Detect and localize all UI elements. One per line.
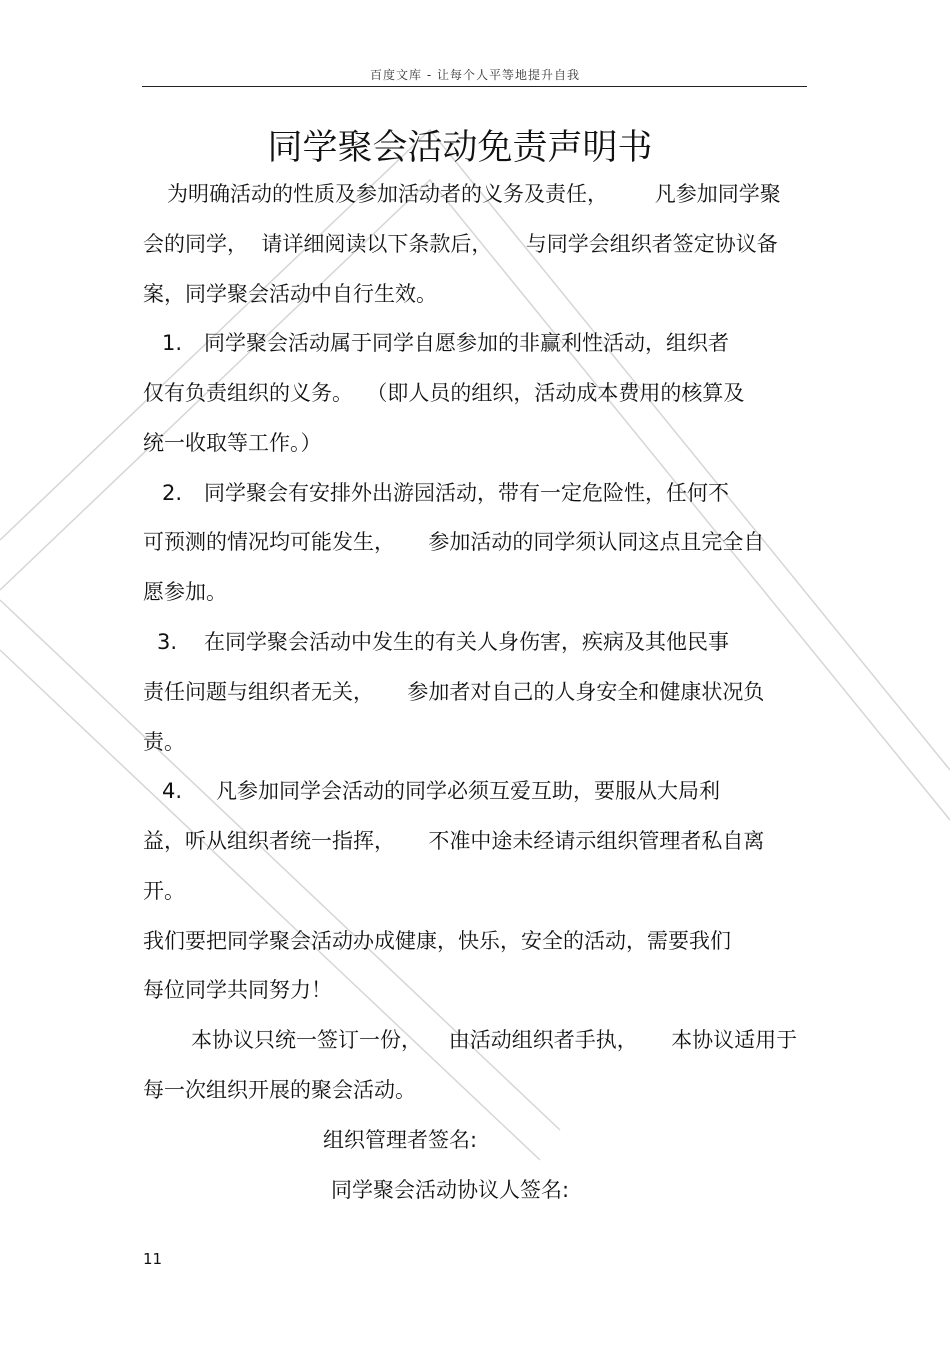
document-title: 同学聚会活动免责声明书 [267, 128, 653, 168]
organizer-signature-label: 组织管理者签名: [323, 1128, 478, 1152]
page-number: 11 [143, 1250, 163, 1268]
clause-line: 仅有负责组织的义务。 （即人员的组织，活动成本费用的核算及 [143, 381, 745, 405]
clause-number: 3. [157, 630, 178, 654]
intro-line: 为明确活动的性质及参加活动者的义务及责任， 凡参加同学聚 [167, 182, 781, 206]
clause-line: 愿参加。 [143, 580, 227, 604]
clause-line: 开。 [143, 879, 185, 903]
clause-line: 统一收取等工作。） [143, 431, 322, 455]
agreement-line: 本协议只统一签订一份， 由活动组织者手执， 本协议适用于 [191, 1028, 798, 1052]
agreement-line: 每一次组织开展的聚会活动。 [143, 1078, 416, 1102]
intro-line: 会的同学， 请详细阅读以下条款后， 与同学会组织者签定协议备 [143, 232, 778, 256]
clause-number: 4. [162, 779, 183, 803]
clause-line: 在同学聚会活动中发生的有关人身伤害，疾病及其他民事 [204, 630, 729, 654]
clause-line: 责任问题与组织者无关， 参加者对自己的人身安全和健康状况负 [143, 680, 765, 704]
clause-line: 凡参加同学会活动的同学必须互爱互助，要服从大局利 [216, 779, 720, 803]
clause-line: 同学聚会活动属于同学自愿参加的非赢利性活动，组织者 [204, 331, 729, 355]
closing-line: 我们要把同学聚会活动办成健康，快乐，安全的活动，需要我们 [143, 929, 731, 953]
intro-line: 案，同学聚会活动中自行生效。 [143, 282, 437, 306]
clause-number: 2. [162, 481, 183, 505]
clause-line: 责。 [143, 730, 185, 754]
clause-line: 同学聚会有安排外出游园活动，带有一定危险性，任何不 [204, 481, 729, 505]
closing-line: 每位同学共同努力！ [143, 978, 332, 1002]
header-text: 百度文库 - 让每个人平等地提升自我 [370, 68, 580, 82]
clause-line: 可预测的情况均可能发生， 参加活动的同学须认同这点且完全自 [143, 530, 765, 554]
clause-number: 1. [162, 331, 183, 355]
clause-line: 益，听从组织者统一指挥， 不准中途未经请示组织管理者私自离 [143, 829, 765, 853]
header-divider [142, 86, 807, 87]
participant-signature-label: 同学聚会活动协议人签名: [331, 1178, 570, 1202]
